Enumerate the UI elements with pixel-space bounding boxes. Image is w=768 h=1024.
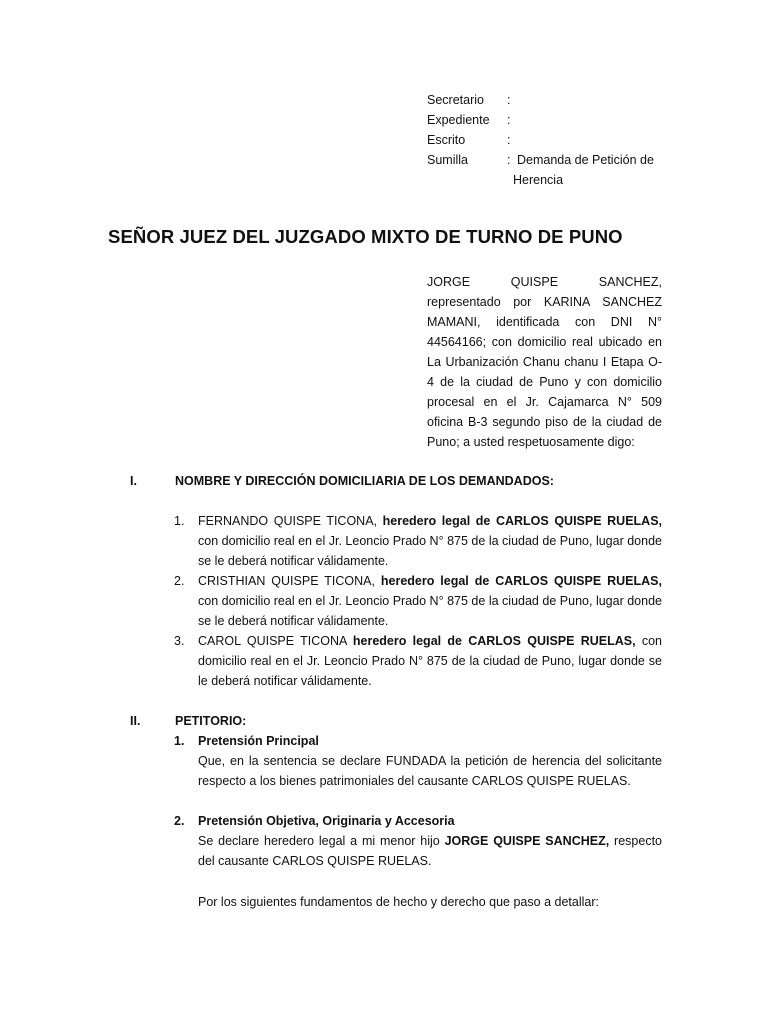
intro-paragraph: JORGE QUISPE SANCHEZ, representado por KARINA SANCHEZ MAMANI, identificada con DNI N° 44564166; con domicilio real ubicado en La Urbanización Chanu chanu I Etapa O-4 de la ciudad de Puno y con domicilio procesal en el Jr. Cajamarca N° 509 oficina B-3 segundo piso de la ciudad de Puno; a usted respetuosamente digo: (427, 275, 662, 449)
addressee-title: SEÑOR JUEZ DEL JUZGADO MIXTO DE TURNO DE PUNO (108, 226, 623, 247)
list-item: 3. CAROL QUISPE TICONA heredero legal de CARLOS QUISPE RUELAS, con domicilio real en el Jr. Leoncio Prado N° 875 de la ciudad de Puno, lugar donde se le deberá notificar válidamente. (174, 634, 662, 688)
sumilla-continuation: Herencia (513, 173, 564, 187)
header-label: Secretario (427, 93, 484, 107)
closing-line: Por los siguientes fundamentos de hecho y derecho que paso a detallar: (198, 895, 599, 909)
accessory-claim: 2. Pretensión Objetiva, Originaria y Accesoria Se declare heredero legal a mi menor hijo JORGE QUISPE SANCHEZ, respecto del causante CARLOS QUISPE RUELAS. (174, 811, 662, 871)
claim-title: Pretensión Principal (198, 734, 319, 748)
header-row-expediente: Expediente : (427, 110, 677, 130)
header-value (517, 110, 677, 130)
header-row-sumilla: Sumilla : Demanda de Petición de (427, 150, 677, 170)
case-header (427, 90, 677, 190)
defendants-list (174, 511, 662, 691)
header-label: Escrito (427, 133, 466, 147)
claim-text: Se declare heredero legal a mi menor hijo JORGE QUISPE SANCHEZ, respecto del causante CARLOS QUISPE RUELAS. (198, 834, 662, 868)
header-value (517, 90, 677, 110)
header-label: Sumilla (427, 153, 468, 167)
claim-text: Que, en la sentencia se declare FUNDADA la petición de herencia del solicitante respecto a los bienes patrimoniales del causante CARLOS QUISPE RUELAS. (198, 754, 662, 788)
header-row-escrito: Escrito : (427, 130, 677, 150)
header-label: Expediente (427, 113, 490, 127)
list-item: 2. CRISTHIAN QUISPE TICONA, heredero legal de CARLOS QUISPE RUELAS, con domicilio real en el Jr. Leoncio Prado N° 875 de la ciudad de Puno, lugar donde se le deberá notificar válidamente. (174, 574, 662, 628)
section-heading-1: I. NOMBRE Y DIRECCIÓN DOMICILIARIA DE LOS DEMANDADOS: (130, 474, 554, 488)
header-value (517, 130, 677, 150)
header-value: Demanda de Petición de (517, 153, 654, 167)
header-row-secretario: Secretario : (427, 90, 677, 110)
principal-claim: 1. Pretensión Principal Que, en la sentencia se declare FUNDADA la petición de herencia del solicitante respecto a los bienes patrimoniales del causante CARLOS QUISPE RUELAS. (174, 731, 662, 791)
claim-title: Pretensión Objetiva, Originaria y Accesoria (198, 814, 455, 828)
section-heading-2: II. PETITORIO: (130, 714, 247, 728)
list-item: 1. FERNANDO QUISPE TICONA, heredero legal de CARLOS QUISPE RUELAS, con domicilio real en el Jr. Leoncio Prado N° 875 de la ciudad de Puno, lugar donde se le deberá notificar válidamente. (174, 514, 663, 568)
